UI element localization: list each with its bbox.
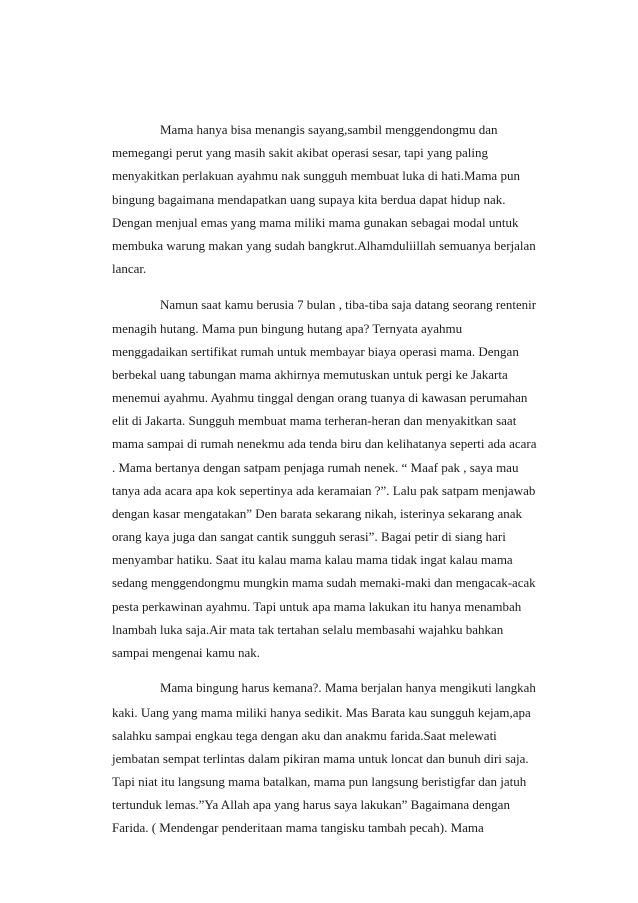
text-line: menagih hutang. Mama pun bingung hutang apa? Ternyata ayahmu	[112, 320, 463, 336]
paragraph	[112, 677, 536, 839]
text-line: Farida. ( Mendengar penderitaan mama tangisku tambah pecah). Mama	[112, 820, 484, 836]
paragraph	[112, 118, 536, 280]
text-line: lancar.	[112, 261, 147, 277]
text-line: memegangi perut yang masih sakit akibat operasi sesar, tapi yang paling	[112, 145, 489, 161]
text-line: Namun saat kamu berusia 7 bulan , tiba-tiba saja datang seorang rentenir	[160, 297, 537, 313]
text-line: menyambar hatiku. Saat itu kalau mama kalau mama tidak ingat kalau mama	[112, 552, 513, 568]
text-line: Mama hanya bisa menangis sayang,sambil menggendongmu dan	[160, 122, 498, 137]
text-line: dengan kasar mengatakan” Den barata sekarang nikah, isterinya sekarang anak	[112, 506, 523, 521]
text-line: berbekal uang tabungan mama akhirnya memutuskan untuk pergi ke Jakarta	[112, 366, 508, 382]
text-line: mama sampai di rumah nenekmu ada tenda biru dan kelihatanya seperti ada acara	[112, 436, 537, 452]
text-line: Dengan menjual emas yang mama miliki mama gunakan sebagai modal untuk	[112, 214, 519, 230]
text-line: menggadaikan sertifikat rumah untuk membayar biaya operasi mama. Dengan	[112, 343, 519, 359]
paragraph	[112, 293, 536, 664]
text-line: Mama bingung harus kemana?. Mama berjalan hanya mengikuti langkah	[160, 681, 536, 696]
text-line: pesta perkawinan ayahmu. Tapi untuk apa mama lakukan itu hanya menambah	[112, 598, 522, 614]
body-text	[112, 118, 536, 853]
text-line: lnambah luka saja.Air mata tak tertahan selalu membasahi wajahku bahkan	[112, 621, 504, 637]
text-line: menyakitkan perlakuan ayahmu nak sungguh membuat luka di hati.Mama pun	[112, 168, 520, 184]
text-line: . Mama bertanya dengan satpam penjaga rumah nenek. “ Maaf pak , saya mau	[112, 459, 519, 475]
text-line: tertunduk lemas.”Ya Allah apa yang harus saya lakukan” Bagaimana dengan	[112, 797, 510, 813]
text-line: Tapi niat itu langsung mama batalkan, mama pun langsung beristigfar dan jatuh	[112, 774, 527, 790]
text-line: kaki. Uang yang mama miliki hanya sedikit. Mas Barata kau sungguh kejam,apa	[112, 704, 531, 720]
text-line: membuka warung makan yang sudah bangkrut.Alhamduliillah semuanya berjalan	[112, 237, 536, 253]
text-line: salahku sampai engkau tega dengan aku dan anakmu farida.Saat melewati	[112, 727, 497, 743]
text-line: sedang menggendongmu mungkin mama sudah memaki-maki dan mengacak-acak	[112, 575, 536, 590]
text-line: bingung bagaimana mendapatkan uang supaya kita berdua dapat hidup nak.	[112, 191, 506, 207]
text-line: elit di Jakarta. Sungguh membuat mama terheran-heran dan menyakitkan saat	[112, 413, 517, 429]
text-line: sampai mengenai kamu nak.	[112, 645, 261, 661]
text-line: tanya ada acara apa kok sepertinya ada keramaian ?”. Lalu pak satpam menjawab	[112, 482, 536, 498]
text-line: menemui ayahmu. Ayahmu tinggal dengan orang tuanya di kawasan perumahan	[112, 390, 528, 406]
text-line: orang kaya juga dan sangat cantik sungguh serasi”. Bagai petir di siang hari	[112, 529, 506, 545]
text-line: jembatan sempat terlintas dalam pikiran mama untuk loncat dan bunuh diri saja.	[112, 750, 529, 766]
